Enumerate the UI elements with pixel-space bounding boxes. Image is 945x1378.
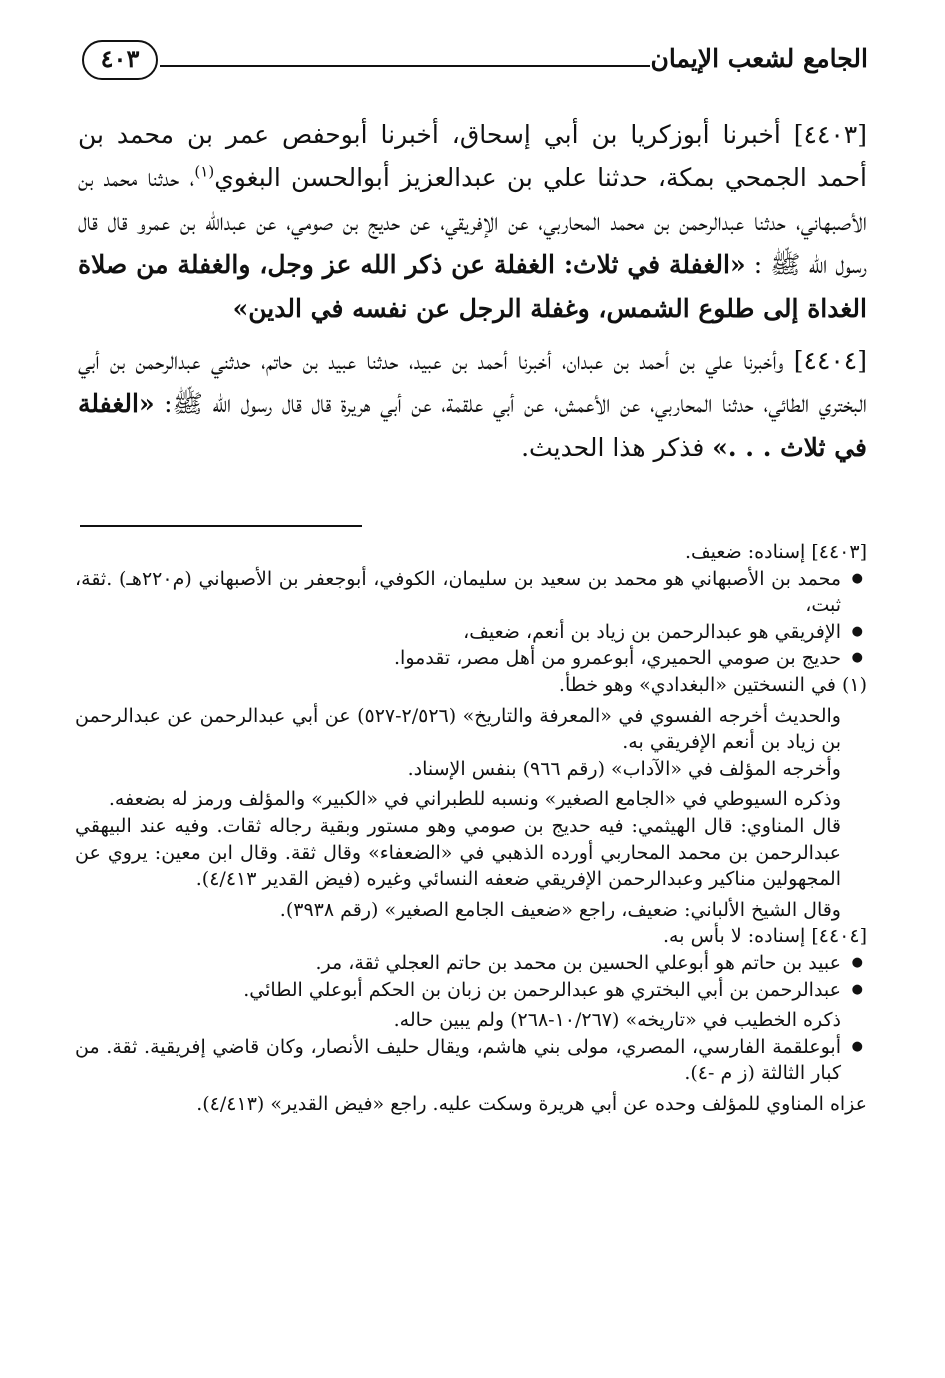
note-4404-narrator-2: ● عبدالرحمن بن أبي البختري هو عبدالرحمن بن زبان بن الحكم أبوعلي الطائي. (75, 977, 867, 1004)
note-4403-heading: [٤٤٠٣] إسناده: ضعيف. (684, 541, 867, 563)
note-takhrij-4: قال المناوي: قال الهيثمي: فيه حديج بن صومي وهو مستور وبقية رجاله ثقات. وفيه عند البيهقي عبدالرحمن بن محمد المحاربي أورده الذهبي في «الضعفاء» وقال ثقة. وقال ابن معين: يروي عن المجهولين مناكير وعبدالرحمن الإفريقي ضعفه النسائي وغيره (فيض القدير ٤/٤١٣). (75, 814, 841, 891)
running-header (82, 38, 868, 88)
note-4404-narrator-1: ● عبيد بن حاتم هو أبوعلي الحسين بن محمد بن حاتم العجلي ثقة، مر. (75, 950, 867, 977)
footnote-marker: (١) (194, 163, 215, 182)
hadith-4404 (78, 339, 867, 469)
note-4403-narrator-2: ● الإفريقي هو عبدالرحمن بن زياد بن أنعم، ضعيف، (75, 619, 867, 646)
footnotes (75, 539, 867, 1117)
hadith-4404-closing: فذكر هذا الحديث. (521, 432, 713, 462)
note-4403-narrator-3: ● حديج بن صومي الحميري، أبوعمرو من أهل مصر، تقدموا. (75, 645, 867, 672)
header-rule (160, 65, 650, 67)
page-number: ٤٠٣ (82, 40, 158, 80)
hadith-4403 (78, 113, 867, 330)
hadith-4404-isnad: [٤٤٠٤] وأخبرنا علي بن أحمد بن عبدان، أخبرنا أحمد بن عبيد، حدثنا عبيد بن حاتم، حدثني عبدالرحمن بن أبي البختري الطائي، حدثنا المحاربي، عن الأعمش، عن أبي علقمة، عن أبي هريرة قال قال رسول الله ﷺ: (78, 346, 867, 419)
note-4404-narrator-2-cont: ذكره الخطيب في «تاريخه» (١٠/٢٦٧-٢٦٨) ولم يبين حاله. (393, 1009, 841, 1032)
note-takhrij-1: والحديث أخرجه الفسوي في «المعرفة والتاريخ» (٢/٥٢٦-٥٢٧) عن أبي عبدالرحمن عن عبدالرحمن بن زياد بن أنعم الإفريقي به. (75, 704, 841, 754)
note-takhrij-3: وذكره السيوطي في «الجامع الصغير» ونسبه للطبراني في «الكبير» والمؤلف ورمز له بضعفه. (108, 788, 841, 811)
main-text (78, 113, 867, 469)
hadith-4403-matn: «الغفلة في ثلاث: الغفلة عن ذكر الله عز وجل، والغفلة من صلاة الغداة إلى طلوع الشمس، وغفلة الرجل عن نفسه في الدين» (78, 250, 867, 323)
hadith-4403-isnad-cont: ، حدثنا محمد بن الأصبهاني، حدثنا عبدالرحمن بن محمد المحاربي، عن الإفريقي، عن حديج بن صومي، عن عبدالله بن عمرو قال قال رسول الله ﷺ : (78, 163, 867, 280)
note-4403-narrator-1: ● محمد بن الأصبهاني هو محمد بن سعيد بن سليمان، الكوفي، أبوجعفر بن الأصبهاني (م٢٢٠هـ) .ثقة، ثبت، (75, 566, 867, 619)
hadith-4403-isnad: [٤٤٠٣] أخبرنا أبوزكريا بن أبي إسحاق، أخبرنا أبوحفص عمر بن محمد بن أحمد الجمحي بمكة، حدثنا علي بن عبدالعزيز أبوالحسن البغوي (78, 120, 867, 193)
note-4404-narrator-3: ● أبوعلقمة الفارسي، المصري، مولى بني هاشم، ويقال حليف الأنصار، وكان قاضي إفريقية. ثقة. من كبار الثالثة (ز م -٤). (75, 1034, 867, 1087)
note-4404-heading: [٤٤٠٤] إسناده: لا بأس به. (663, 925, 867, 948)
note-takhrij-5: وقال الشيخ الألباني: ضعيف، راجع «ضعيف الجامع الصغير» (رقم ٣٩٣٨). (279, 898, 841, 921)
footnote-divider (80, 525, 362, 527)
note-closing: عزاه المناوي للمؤلف وحده عن أبي هريرة وسكت عليه. راجع «فيض القدير» (٤/٤١٣). (196, 1092, 867, 1115)
footnote-1: (١) في النسختين «البغدادي» وهو خطأ. (558, 673, 867, 696)
note-takhrij-2: وأخرجه المؤلف في «الآداب» (رقم ٩٦٦) بنفس الإسناد. (407, 757, 841, 780)
book-title: الجامع لشعب الإيمان (650, 44, 868, 73)
hadith-4404-matn: «الغفلة في ثلاث . . .» (78, 389, 867, 462)
